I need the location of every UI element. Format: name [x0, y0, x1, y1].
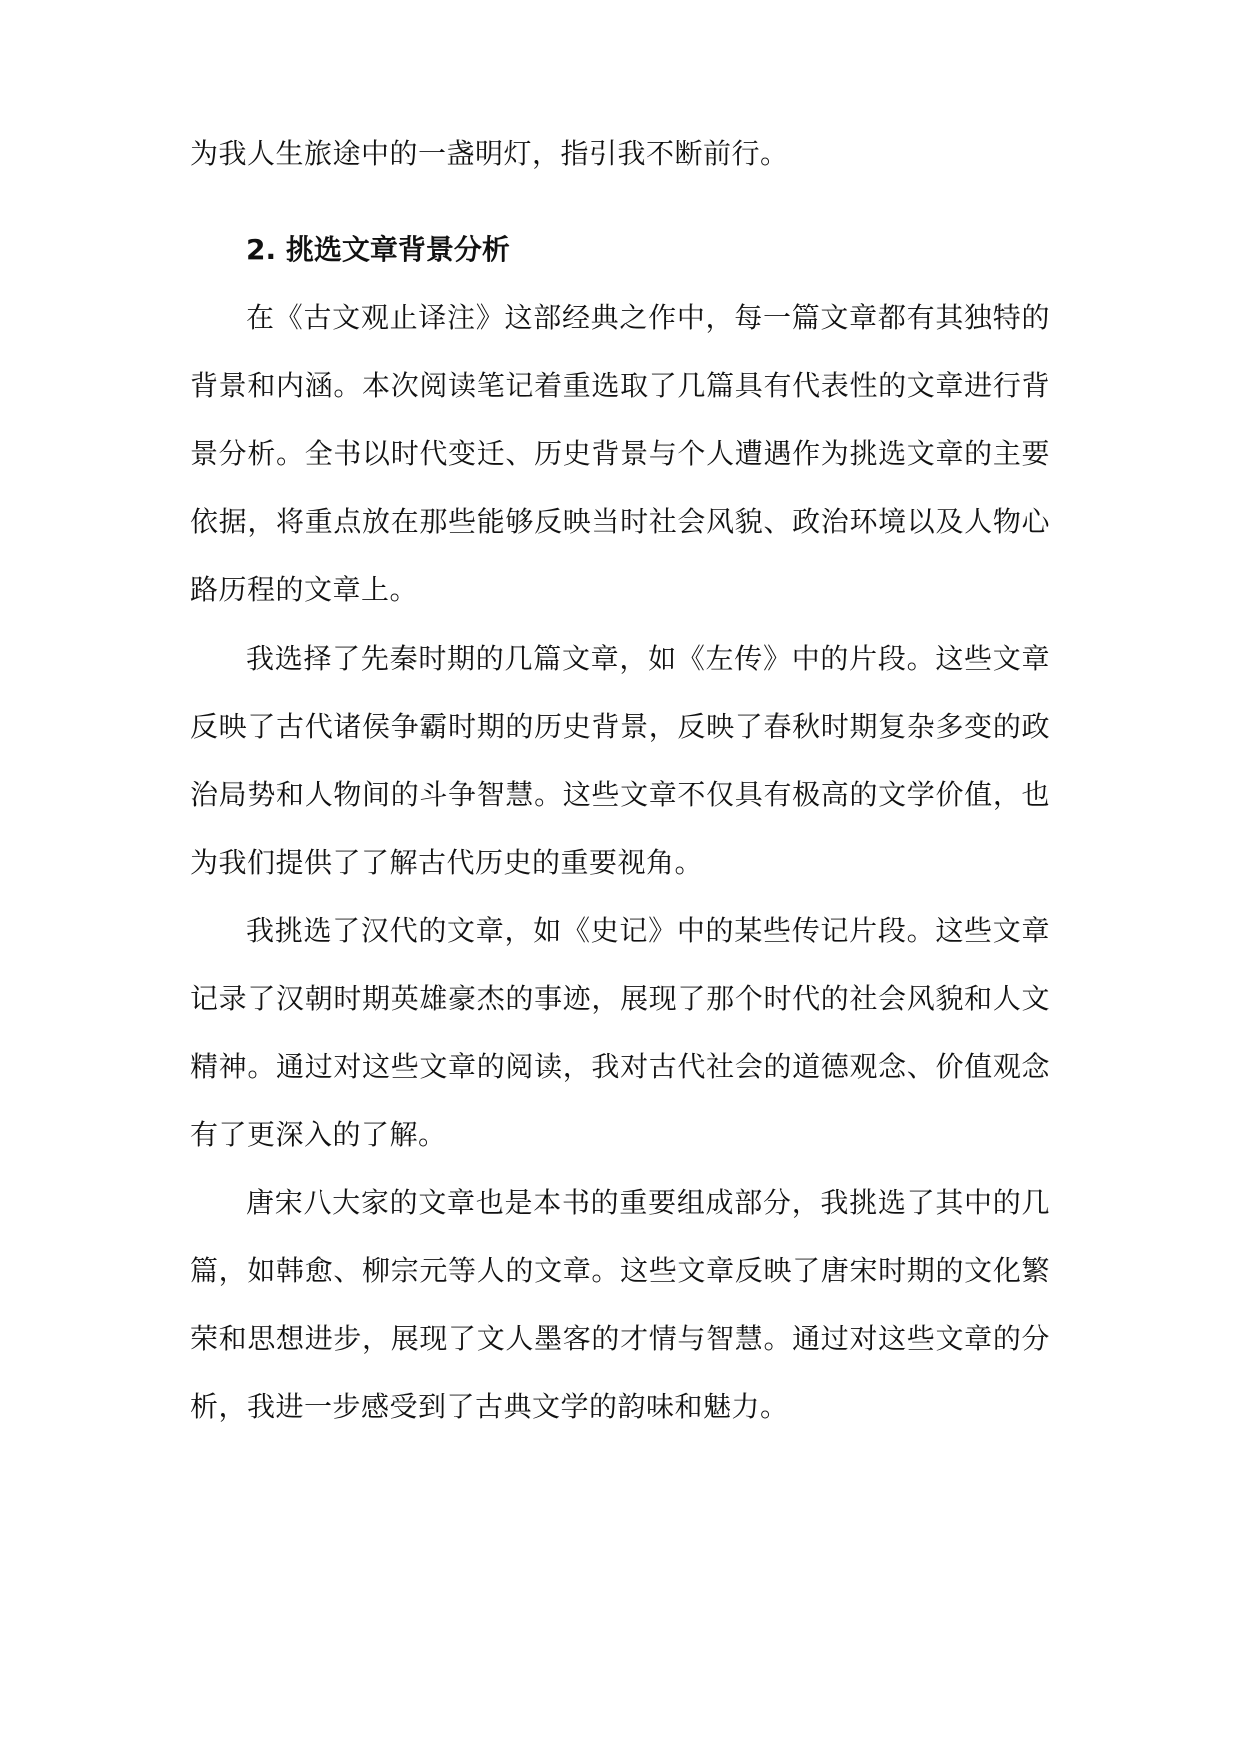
paragraph-1-line-2: 背景和内涵。本次阅读笔记着重选取了几篇具有代表性的文章进行背 — [190, 369, 1050, 402]
paragraph-1-line-3: 景分析。全书以时代变迁、历史背景与个人遭遇作为挑选文章的主要 — [190, 437, 1050, 470]
section-heading: 2. 挑选文章背景分析 — [246, 233, 510, 266]
paragraph-4-line-3: 荣和思想进步，展现了文人墨客的才情与智慧。通过对这些文章的分 — [190, 1322, 1050, 1355]
paragraph-2-line-3: 治局势和人物间的斗争智慧。这些文章不仅具有极高的文学价值，也 — [190, 778, 1050, 811]
paragraph-3-line-3: 精神。通过对这些文章的阅读，我对古代社会的道德观念、价值观念 — [190, 1050, 1050, 1083]
paragraph-1-line-4: 依据，将重点放在那些能够反映当时社会风貌、政治环境以及人物心 — [190, 505, 1050, 538]
paragraph-4-line-2: 篇，如韩愈、柳宗元等人的文章。这些文章反映了唐宋时期的文化繁 — [190, 1254, 1050, 1287]
paragraph-2-line-1: 我选择了先秦时期的几篇文章，如《左传》中的片段。这些文章 — [246, 642, 1050, 675]
paragraph-4-line-4: 析，我进一步感受到了古典文学的韵味和魅力。 — [190, 1390, 789, 1423]
paragraph-2-line-4: 为我们提供了了解古代历史的重要视角。 — [190, 846, 704, 879]
paragraph-2-line-2: 反映了古代诸侯争霸时期的历史背景，反映了春秋时期复杂多变的政 — [190, 710, 1050, 743]
paragraph-1-line-5: 路历程的文章上。 — [190, 573, 419, 606]
paragraph-3-line-1: 我挑选了汉代的文章，如《史记》中的某些传记片段。这些文章 — [246, 914, 1050, 947]
paragraph-4-line-1: 唐宋八大家的文章也是本书的重要组成部分，我挑选了其中的几 — [246, 1186, 1050, 1219]
paragraph-3-line-2: 记录了汉朝时期英雄豪杰的事迹，展现了那个时代的社会风貌和人文 — [190, 982, 1050, 1015]
paragraph-1-line-1: 在《古文观止译注》这部经典之作中，每一篇文章都有其独特的 — [246, 301, 1050, 334]
continuation-line: 为我人生旅途中的一盏明灯，指引我不断前行。 — [190, 137, 789, 170]
paragraph-3-line-4: 有了更深入的了解。 — [190, 1118, 447, 1151]
